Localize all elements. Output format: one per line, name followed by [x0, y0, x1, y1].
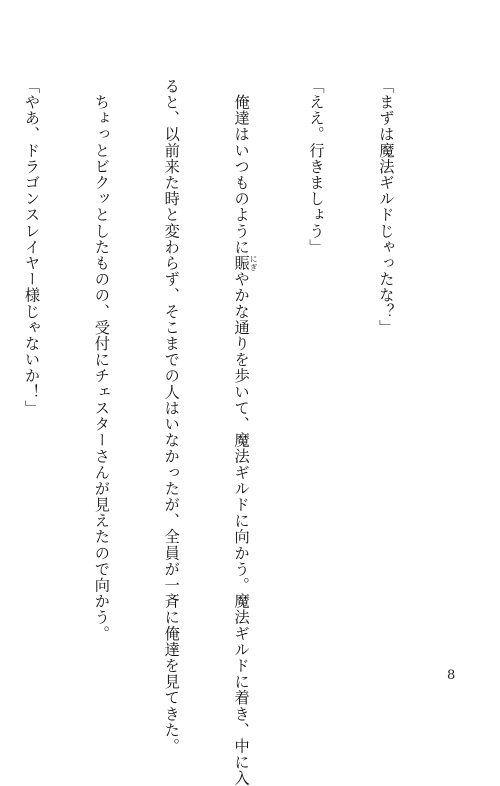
text-segment: やかな通りを歩いて、魔法ギルドに向かう。魔法ギルドに着き、中に入 [232, 271, 251, 786]
text-line: 「やあ、ドラゴンスレイヤー様じゃないか！」 [22, 78, 41, 417]
page-number: 8 [447, 668, 456, 683]
text-line [229, 78, 259, 786]
text-line: ちょっとビクッとしたものの、受付にチェスターさんが見えたので向かう。 [92, 78, 111, 642]
text-segment: 俺達はいつものように [232, 78, 251, 256]
text-line: 「ええ。行きましょう」 [307, 78, 326, 256]
text-line: 「まずは魔法ギルドじゃったな？」 [377, 78, 396, 336]
vertical-text-body [0, 78, 444, 786]
ruby-reading: にぎ [249, 254, 259, 272]
text-line: ると、以前来た時と変わらず、そこまでの人はいなかったが、全員が一斉に俺達を見てきた。 [162, 78, 181, 755]
ruby-annotation: 賑にぎ [232, 254, 259, 272]
